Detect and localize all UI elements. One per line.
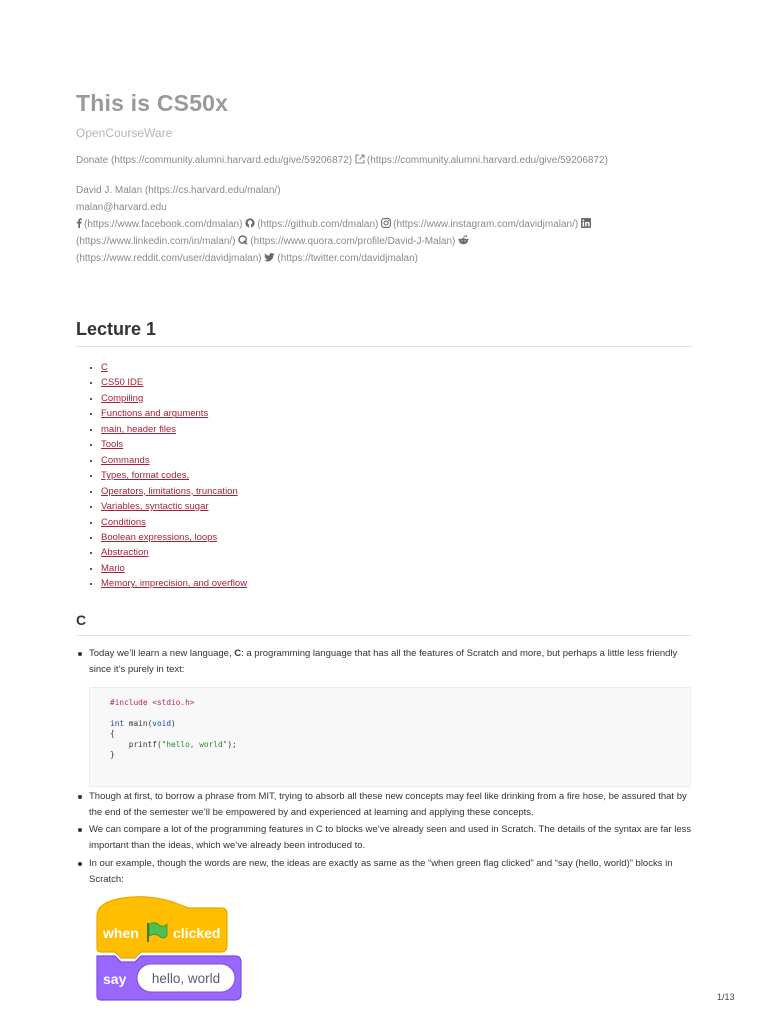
github-link[interactable]: (https://github.com/dmalan) [257, 219, 379, 230]
toc-link-tools[interactable]: Tools [101, 439, 124, 451]
code-string: "hello, world" [161, 739, 228, 749]
toc-link-main[interactable]: main, header files [101, 423, 176, 435]
toc-link-variables[interactable]: Variables, syntactic sugar [101, 501, 209, 513]
page-number: 1/13 [717, 992, 735, 1002]
bullet-item [76, 646, 692, 678]
toc-link-types[interactable]: Types, format codes, [101, 470, 190, 482]
divider [76, 346, 692, 347]
table-of-contents [76, 360, 247, 592]
toc-item [101, 545, 247, 560]
code-keyword-int: int [110, 718, 125, 728]
code-text: main( [124, 718, 153, 728]
toc-link-abstraction[interactable]: Abstraction [101, 547, 149, 559]
bullet-text: We can compare a lot of the programming features in C to blocks we’ve already seen and used in Scratch. The details of the syntax are far less important than the ideas, which we’ve already been introduced to. [89, 824, 692, 851]
reddit-icon [458, 235, 469, 245]
instagram-icon [381, 218, 391, 228]
code-text: { [110, 729, 115, 739]
bullet-dot [78, 862, 82, 866]
toc-link-functions[interactable]: Functions and arguments [101, 408, 209, 420]
toc-link-boolean[interactable]: Boolean expressions, loops [101, 531, 218, 543]
toc-item [101, 468, 247, 483]
toc-item [101, 437, 247, 452]
donate-url[interactable]: (https://community.alumni.harvard.edu/give/59206872) [366, 155, 608, 166]
toc-link-compiling[interactable]: Compiling [101, 392, 144, 404]
lecture-heading: Lecture 1 [76, 319, 157, 339]
bold-term: C [234, 648, 242, 659]
page-subtitle: OpenCourseWare [76, 126, 173, 140]
clicked-label: clicked [173, 925, 221, 941]
bullet-item [76, 856, 692, 888]
when-label: when [103, 925, 139, 941]
bullet-dot [78, 652, 82, 656]
code-block [89, 687, 691, 787]
say-value: hello, world [151, 971, 221, 986]
linkedin-icon [581, 218, 591, 228]
code-text: printf( [110, 739, 162, 749]
instagram-link[interactable]: (https://www.instagram.com/davidjmalan/) [393, 219, 579, 230]
toc-item [101, 499, 247, 514]
toc-item [101, 530, 247, 545]
toc-item [101, 484, 247, 499]
scratch-blocks-image [93, 894, 253, 1004]
toc-link-memory[interactable]: Memory, imprecision, and overflow [101, 578, 248, 590]
social-links [76, 216, 676, 267]
donate-line [76, 154, 608, 166]
code-text: ) [171, 718, 176, 728]
page-title: This is CS50x [76, 90, 229, 116]
toc-link-operators[interactable]: Operators, limitations, truncation [101, 485, 238, 497]
bullet-dot [78, 795, 82, 799]
facebook-icon [76, 218, 82, 228]
bullet-text: In our example, though the words are new, the ideas are exactly as same as the “when green flag clicked” and “say (hello, world)” blocks in Scratch: [89, 858, 673, 885]
toc-item [101, 453, 247, 468]
say-label: say [103, 971, 127, 987]
facebook-link[interactable]: (https://www.facebook.com/dmalan) [84, 219, 243, 230]
toc-link-cs50-ide[interactable]: CS50 IDE [101, 377, 144, 389]
divider [76, 635, 692, 636]
external-link-icon [355, 154, 365, 164]
toc-item [101, 406, 247, 421]
github-icon [245, 218, 255, 228]
toc-link-c[interactable]: C [101, 362, 108, 373]
section-heading-c: C [76, 612, 87, 628]
toc-item [101, 515, 247, 530]
bullet-text: Today we’ll learn a new language, [89, 648, 235, 659]
author-name[interactable]: David J. Malan (https://cs.harvard.edu/malan/) [76, 185, 281, 196]
toc-link-commands[interactable]: Commands [101, 454, 150, 466]
twitter-icon [264, 253, 275, 262]
code-text: ); [227, 739, 237, 749]
code-text: } [110, 750, 115, 760]
quora-icon [238, 235, 248, 245]
toc-item [101, 561, 247, 576]
toc-item [101, 375, 247, 390]
reddit-link[interactable]: (https://www.reddit.com/user/davidjmalan) [76, 253, 262, 264]
toc-item [101, 576, 247, 591]
bullet-dot [78, 828, 82, 832]
bullet-item [76, 822, 692, 854]
author-email[interactable]: malan@harvard.edu [76, 202, 167, 213]
toc-item [101, 360, 247, 375]
toc-link-mario[interactable]: Mario [101, 562, 125, 574]
linkedin-link[interactable]: (https://www.linkedin.com/in/malan/) [76, 236, 236, 247]
quora-link[interactable]: (https://www.quora.com/profile/David-J-Malan) [250, 236, 456, 247]
code-keyword-void: void [152, 718, 172, 728]
toc-link-conditions[interactable]: Conditions [101, 516, 146, 528]
bullet-text: : a programming language that has all the features of Scratch and more, but perhaps a little less friendly since it’s purely in text: [89, 648, 678, 675]
toc-item [101, 422, 247, 437]
twitter-link[interactable]: (https://twitter.com/davidjmalan) [277, 253, 419, 264]
bullet-item [76, 789, 692, 821]
toc-item [101, 391, 247, 406]
author-block [76, 182, 676, 267]
donate-link[interactable]: Donate (https://community.alumni.harvard.edu/give/59206872) [76, 155, 353, 166]
code-include: #include <stdio.h> [110, 698, 195, 707]
bullet-text: Though at first, to borrow a phrase from MIT, trying to absorb all these new concepts may feel like drinking from a fire hose, be assured that by the end of the semester we’ll be empowered by and experienced at learning and applying these concepts. [89, 791, 687, 818]
